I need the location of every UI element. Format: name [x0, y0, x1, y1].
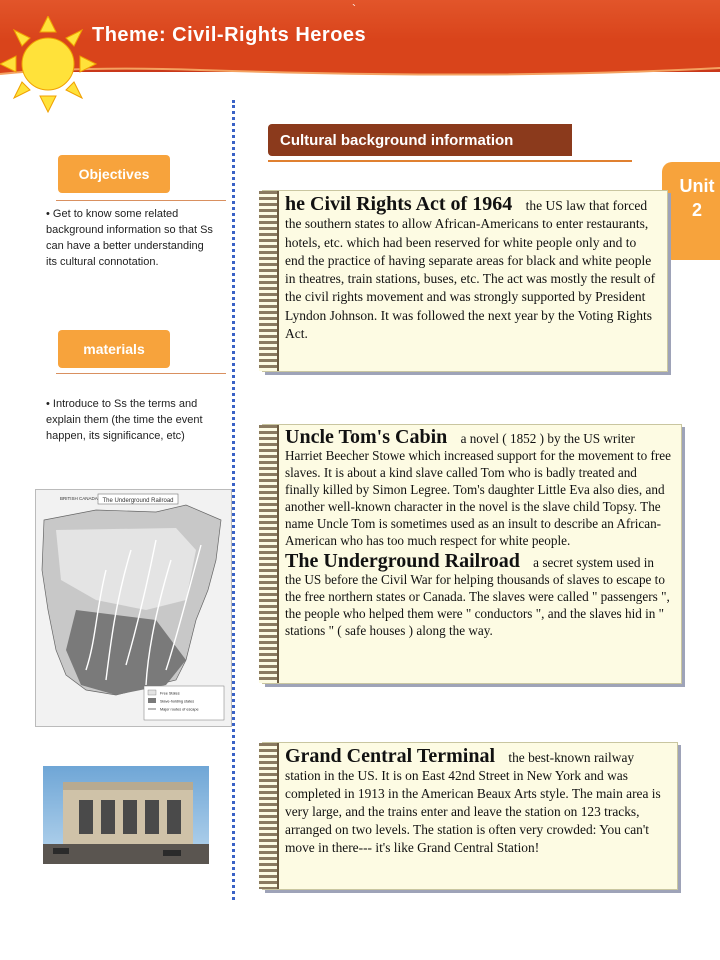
card-text: forced the southern states to allow African-Americans to enter restaurants, hotels, etc. which had been reserved for white people only and to end the practice of having separate areas for black and white people in theatres, train stations, buses, etc. The act was mostly the result of the civil rights movement and was strongly supported by President Lyndon Johnson. It was followed the next year by the Voting Rights Act. — [285, 198, 656, 342]
header-curve — [0, 40, 720, 100]
section-title: Cultural background information — [280, 131, 514, 149]
map-legend-slave: Slave-holding states — [160, 699, 195, 704]
info-card-uncle-tom-underground-railroad — [262, 424, 682, 684]
unit-tab-label: Unit — [679, 176, 715, 196]
vertical-dotted-divider — [232, 100, 235, 900]
card-lead: the best-known — [508, 750, 591, 765]
card-body — [285, 747, 669, 857]
card-paragraph — [285, 426, 673, 549]
materials-pill — [58, 330, 170, 368]
card-paragraph — [285, 195, 659, 343]
card-body — [285, 426, 673, 639]
unit-tab[interactable] — [662, 162, 720, 260]
sun-icon — [0, 16, 100, 116]
section-header — [268, 124, 572, 156]
card-lead: a novel ( 1852 ) by the US — [460, 431, 601, 446]
spiral-binding — [259, 425, 279, 683]
materials-label: materials — [83, 341, 145, 357]
underground-railroad-map — [35, 489, 232, 727]
objectives-text: • Get to know some related background information so that Ss can have a better understanding its cultural connotation. — [46, 208, 213, 268]
header-tick: ` — [352, 2, 356, 16]
unit-tab-number: 2 — [691, 200, 702, 220]
map-label-canada: BRITISH CANADA — [60, 496, 98, 501]
materials-text: • Introduce to Ss the terms and explain them (the time the event happen, its significance, etc) — [46, 398, 203, 442]
card-text: used in the US before the Civil War for helping thousands of slaves to escape to the free northern states or Canada. The slaves were called " passengers ", the people who helped them were " conductors ", and the slaves hid in " stations " ( safe houses ) along the way. — [285, 555, 670, 638]
spiral-binding — [259, 743, 279, 889]
section-underline — [268, 160, 632, 162]
card-term: Grand Central Terminal — [285, 745, 496, 767]
card-term: The Underground Railroad — [285, 550, 520, 572]
card-term: he Civil Rights Act of 1964 — [285, 193, 513, 215]
card-text: writer Harriet Beecher Stowe which increased support for the movement to free slaves. It is about a kind slave called Tom who is badly treated and finally killed by Simon Legree. Tom's daughter Little Eva also dies, and another well-known character in the novel is the slave child Topsy. The name Uncle Tom is sometimes used as an insult to describe an African-American who has too much respect for white people. — [285, 431, 671, 548]
map-legend-routes: Major routes of escape — [160, 707, 199, 712]
materials-divider — [56, 373, 226, 374]
card-text: railway station in the US. It is on East 42nd Street in New York and was completed in 1913 in the American Beaux Arts style. The main area is very large, and the trains enter and leave the station on 123 tracks, arranged on two levels. The station is often very crowded: You can't move in there--- it's like Grand Central Station! — [285, 750, 661, 855]
photo-image — [43, 766, 209, 864]
card-lead: the US law that — [525, 198, 610, 213]
map-title: The Underground Railroad — [102, 498, 174, 504]
map-legend-free: Free States — [160, 691, 180, 696]
spiral-binding — [259, 191, 279, 371]
card-lead: a secret system — [533, 555, 613, 570]
grand-central-photo — [43, 766, 209, 864]
card-term: Uncle Tom's Cabin — [285, 426, 448, 448]
card-paragraph — [285, 747, 669, 857]
info-card-civil-rights-act — [262, 190, 668, 372]
objectives-divider — [56, 200, 226, 201]
card-body — [285, 195, 659, 343]
card-paragraph — [285, 550, 673, 639]
map-image — [36, 490, 231, 726]
objectives-label: Objectives — [78, 166, 150, 182]
info-card-grand-central — [262, 742, 678, 890]
objectives-pill — [58, 155, 170, 193]
page-title: Theme: Civil-Rights Heroes — [92, 24, 367, 46]
